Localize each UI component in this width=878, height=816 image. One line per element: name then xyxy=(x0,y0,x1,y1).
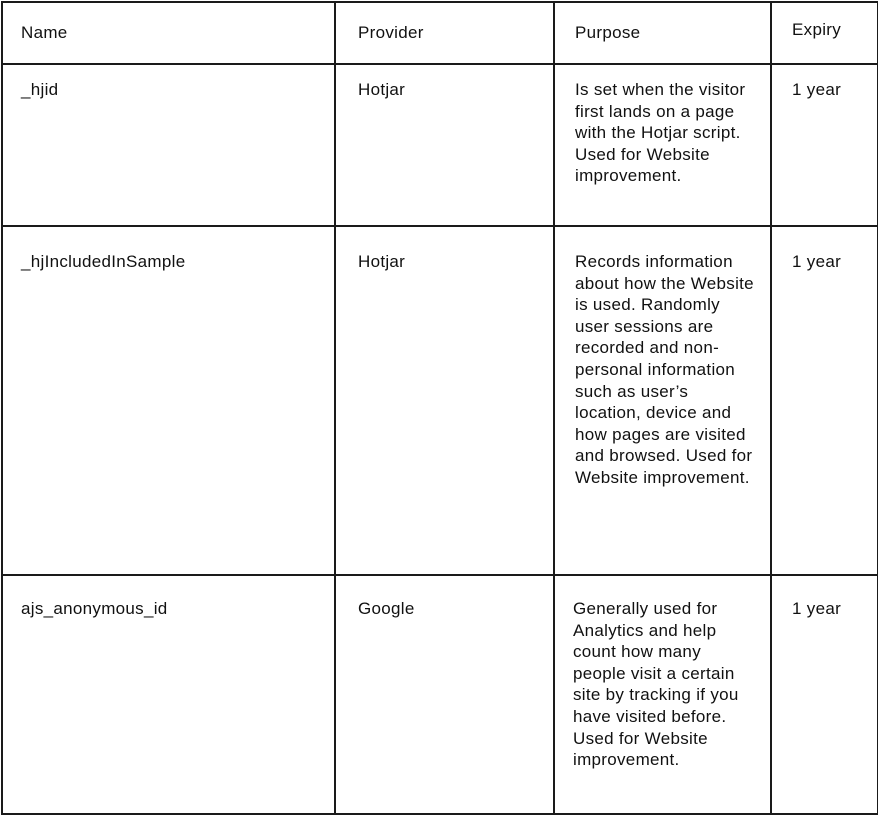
column-header-expiry xyxy=(771,2,878,64)
cell-name xyxy=(2,64,335,226)
cookie-provider: Hotjar xyxy=(358,80,406,99)
column-header-provider-label: Provider xyxy=(358,23,424,42)
cell-expiry xyxy=(771,226,878,575)
cell-provider xyxy=(335,575,554,814)
column-header-purpose-label: Purpose xyxy=(575,23,641,42)
cell-name xyxy=(2,226,335,575)
table-row xyxy=(2,575,878,814)
cookie-provider: Google xyxy=(358,599,415,618)
cell-purpose xyxy=(554,575,771,814)
column-header-expiry-label: Expiry xyxy=(792,20,842,39)
column-header-purpose xyxy=(554,2,771,64)
cookie-purpose: Generally used for Analytics and help count how many people visit a certain site by tracking if you have visited before. Used for Website improvement. xyxy=(573,599,739,770)
cookie-expiry: 1 year xyxy=(792,80,842,99)
column-header-name-label: Name xyxy=(21,23,68,42)
cookie-purpose: Is set when the visitor first lands on a page with the Hotjar script. Used for Website improvement. xyxy=(575,80,746,186)
cookie-expiry: 1 year xyxy=(792,252,842,271)
table-row xyxy=(2,64,878,226)
cell-purpose xyxy=(554,64,771,226)
cookie-table xyxy=(1,1,878,815)
cell-name xyxy=(2,575,335,814)
cell-provider xyxy=(335,64,554,226)
table-row xyxy=(2,226,878,575)
cookie-name: _hjid xyxy=(21,80,59,99)
cell-provider xyxy=(335,226,554,575)
cell-expiry xyxy=(771,575,878,814)
table-header xyxy=(2,2,878,64)
table-body xyxy=(2,64,878,814)
cookie-name: ajs_anonymous_id xyxy=(21,599,168,618)
cookie-purpose: Records information about how the Website is used. Randomly user sessions are recorded and non-personal information such as user’s location, device and how pages are visited and browsed. Used for Website improvement. xyxy=(575,252,754,487)
cookie-provider: Hotjar xyxy=(358,252,406,271)
header-row xyxy=(2,2,878,64)
cell-expiry xyxy=(771,64,878,226)
cookie-name: _hjIncludedInSample xyxy=(21,252,186,271)
cookie-expiry: 1 year xyxy=(792,599,842,618)
cell-purpose xyxy=(554,226,771,575)
column-header-provider xyxy=(335,2,554,64)
column-header-name xyxy=(2,2,335,64)
